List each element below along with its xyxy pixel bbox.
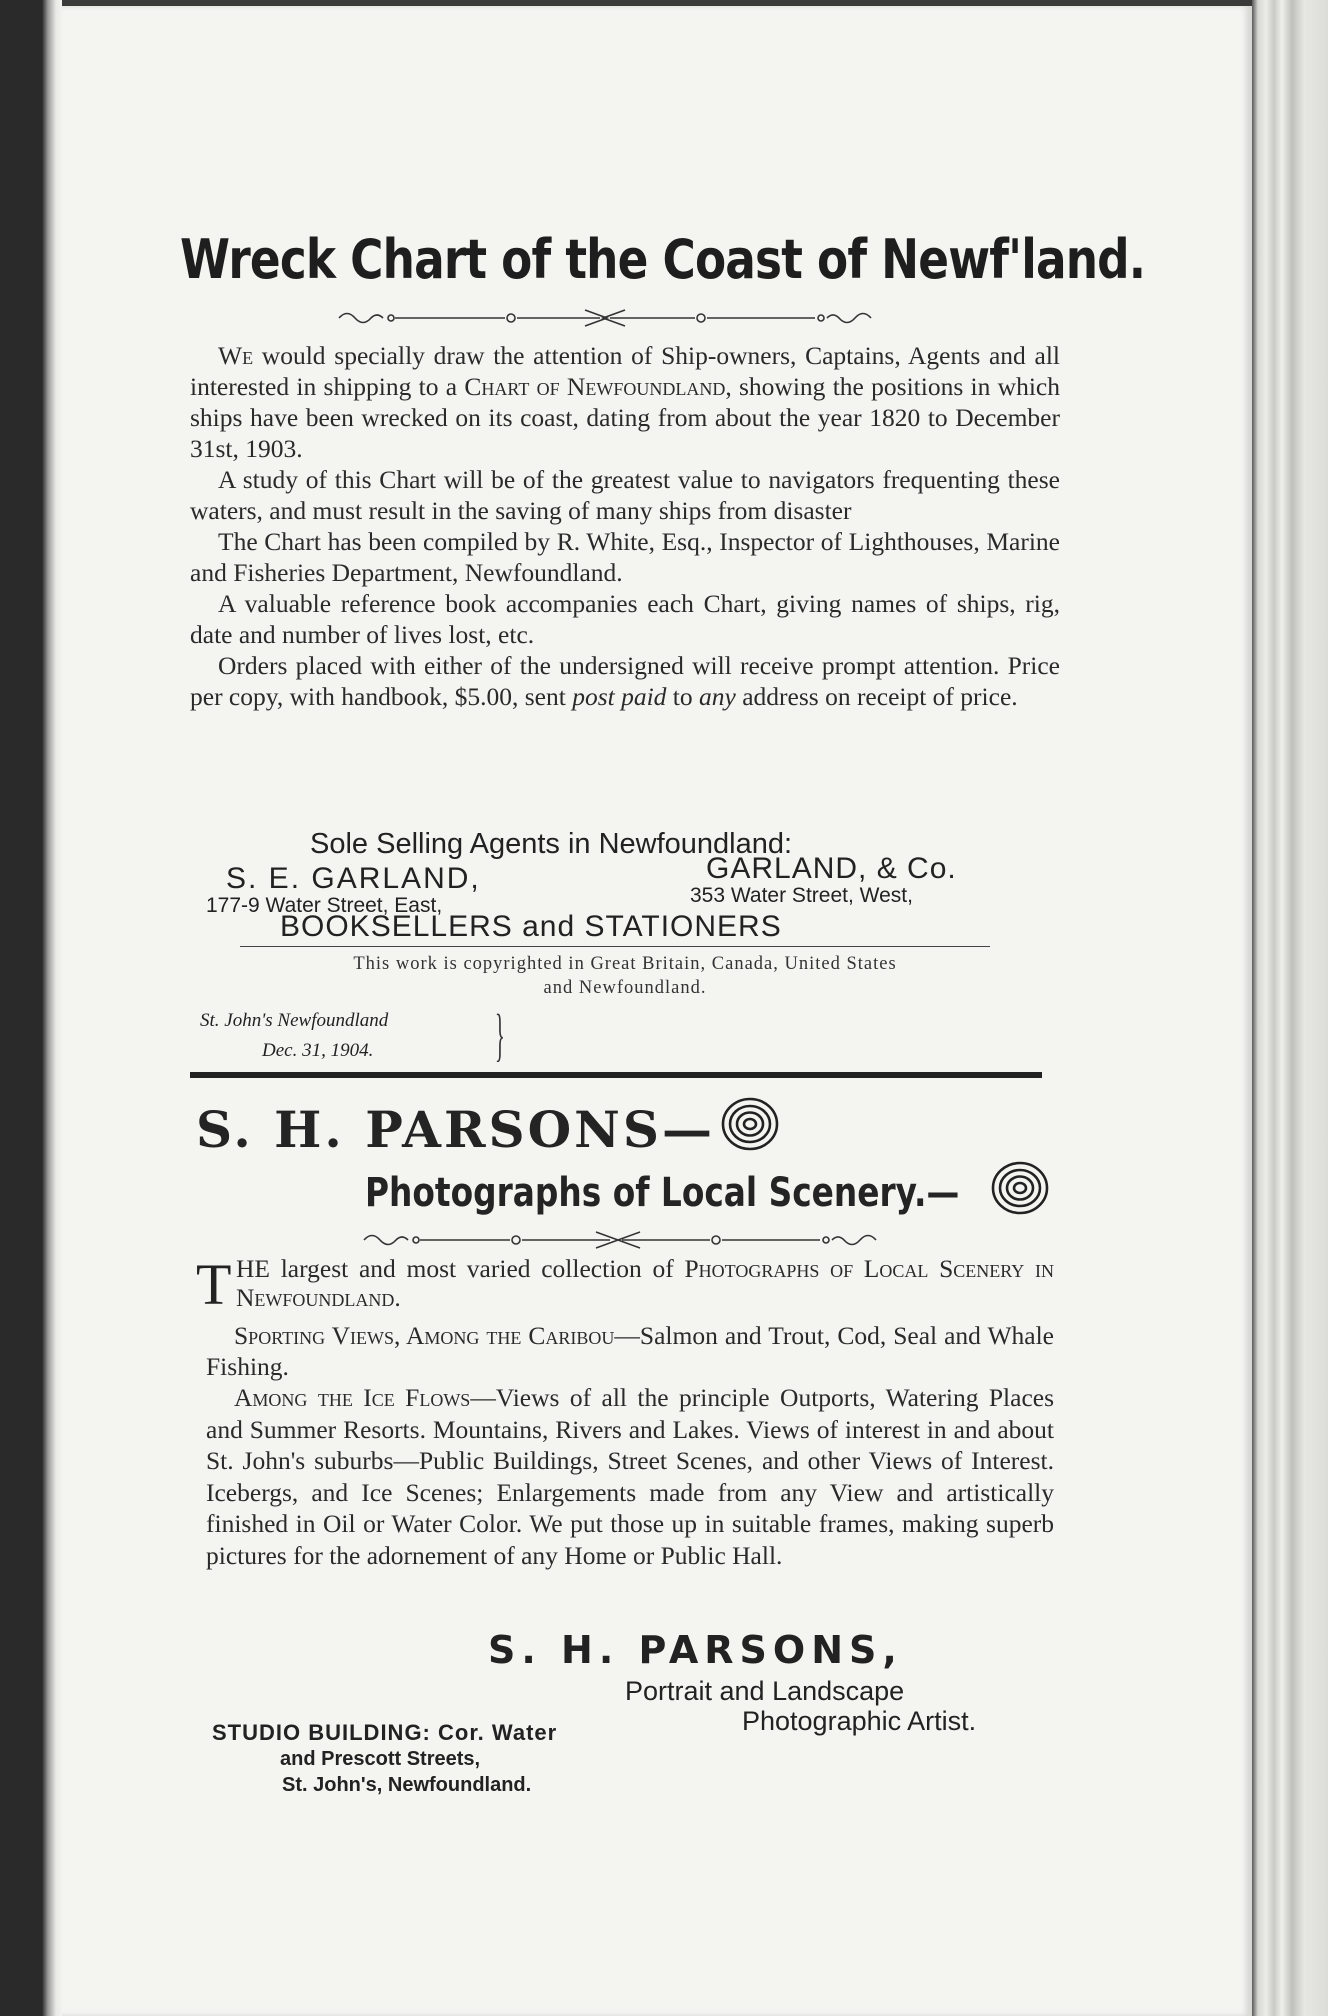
book-spine-shadow — [0, 0, 62, 2016]
wreck-chart-body — [190, 340, 1060, 712]
wreck-para-2: A study of this Chart will be of the greatest value to navigators frequenting these waters, and must result in the saving of many ships from disaster — [190, 465, 1060, 525]
ornamental-divider — [335, 306, 875, 330]
drop-cap: T — [196, 1252, 232, 1317]
signature-line-1: Portrait and Landscape — [625, 1676, 905, 1706]
copyright-line-1: This work is copyrighted in Great Britain, Canada, United States — [353, 954, 897, 974]
booksellers-line: BOOKSELLERS and STATIONERS — [280, 910, 782, 943]
parsons-para-1-block — [236, 1254, 1054, 1312]
divider-thick — [190, 1072, 1042, 1078]
parsons-para-2-sc: Sporting Views, Among the Caribou — [234, 1321, 615, 1350]
wreck-para-1 — [190, 340, 1060, 464]
place-line: St. John's Newfoundland — [200, 1010, 389, 1031]
wreck-para-1-text-b: , showing the positions in which ships have been wrecked on its coast, dating from about the year 1820 to December 31st, 1903. — [190, 372, 1060, 463]
wreck-chart-title: Wreck Chart of the Coast of Newf'land. — [180, 228, 1146, 291]
parsons-heading: S. H. PARSONS— — [196, 1100, 715, 1159]
wreck-para-1-text-a: would specially draw the attention of Ship-owners, Captains, Agents and all interested in shipping to a — [190, 341, 1060, 401]
wreck-para-5-post-paid: post paid — [572, 682, 667, 711]
page-edges — [1252, 0, 1328, 2016]
parsons-para-2-text: —Salmon and Trout, Cod, Seal and Whale Fishing. — [206, 1321, 1054, 1381]
agent-left-address: 177-9 Water Street, East, — [206, 894, 443, 917]
signature-line-2: Photographic Artist. — [742, 1706, 977, 1736]
parsons-para-1-lead: HE — [236, 1254, 270, 1283]
wreck-para-1-lead: We — [218, 341, 254, 370]
copyright-line-2: and Newfoundland. — [543, 978, 707, 998]
photographs-subheading: Photographs of Local Scenery.— — [365, 1170, 960, 1216]
parsons-para-1-sc: Photographs of Local Scenery in Newfoundland. — [236, 1254, 1055, 1312]
agent-right-name: GARLAND, & Co. — [706, 852, 957, 885]
parsons-para-1-text: largest and most varied collection of — [270, 1254, 685, 1283]
wreck-para-4: A valuable reference book accompanies each Chart, giving names of ships, rig, date and number of lives lost, etc. — [190, 589, 1060, 649]
studio-line-3: St. John's, Newfoundland. — [282, 1774, 532, 1796]
wreck-para-5-text-b: to — [666, 682, 700, 711]
wreck-para-5-any: any — [699, 682, 736, 711]
copyright-notice — [240, 952, 1010, 1000]
agents-heading: Sole Selling Agents in Newfoundland: — [310, 828, 793, 860]
wreck-para-3: The Chart has been compiled by R. White, Esq., Inspector of Lighthouses, Marine and Fisheries Department, Newfoundland. — [190, 527, 1060, 587]
divider-thin — [240, 946, 990, 947]
parsons-para-3 — [206, 1382, 1054, 1571]
brace-glyph: } — [495, 1002, 505, 1067]
wreck-para-5 — [190, 650, 1060, 712]
studio-line-1: STUDIO BUILDING: Cor. Water — [212, 1720, 558, 1745]
spiral-ornament-icon — [990, 1160, 1050, 1221]
parsons-body — [206, 1320, 1054, 1571]
parsons-para-1 — [236, 1254, 1054, 1312]
parsons-signature: S. H. PARSONS, — [488, 1628, 903, 1672]
agent-right-address: 353 Water Street, West, — [690, 884, 913, 907]
wreck-para-5-text-c: address on receipt of price. — [735, 682, 1018, 711]
wreck-para-1-chart-name: Chart of Newfoundland — [464, 372, 726, 401]
parsons-para-3-text: —Views of all the principle Outports, Watering Places and Summer Resorts. Mountains, Rivers and Lakes. Views of interest in and about St. John's suburbs—Public Buildings, Street Scenes, and other Views of Interest. Icebergs, and Ice Scenes; Enlargements made from any View and artistically finished in Oil or Water Color. We put those up in suitable frames, making superb pictures for the adornement of any Home or Public Hall. — [206, 1383, 1054, 1570]
ornamental-divider — [360, 1228, 880, 1252]
parsons-para-3-sc: Among the Ice Flows — [234, 1383, 471, 1412]
wreck-para-5-text-a: Orders placed with either of the undersigned will receive prompt attention. Price per copy, with handbook, $5.00, sent — [190, 651, 1060, 711]
date-line: Dec. 31, 1904. — [262, 1040, 374, 1061]
studio-line-2: and Prescott Streets, — [280, 1748, 481, 1770]
agent-left-name: S. E. GARLAND, — [226, 862, 481, 895]
parsons-para-2 — [206, 1320, 1054, 1382]
spiral-ornament-icon — [720, 1096, 780, 1157]
